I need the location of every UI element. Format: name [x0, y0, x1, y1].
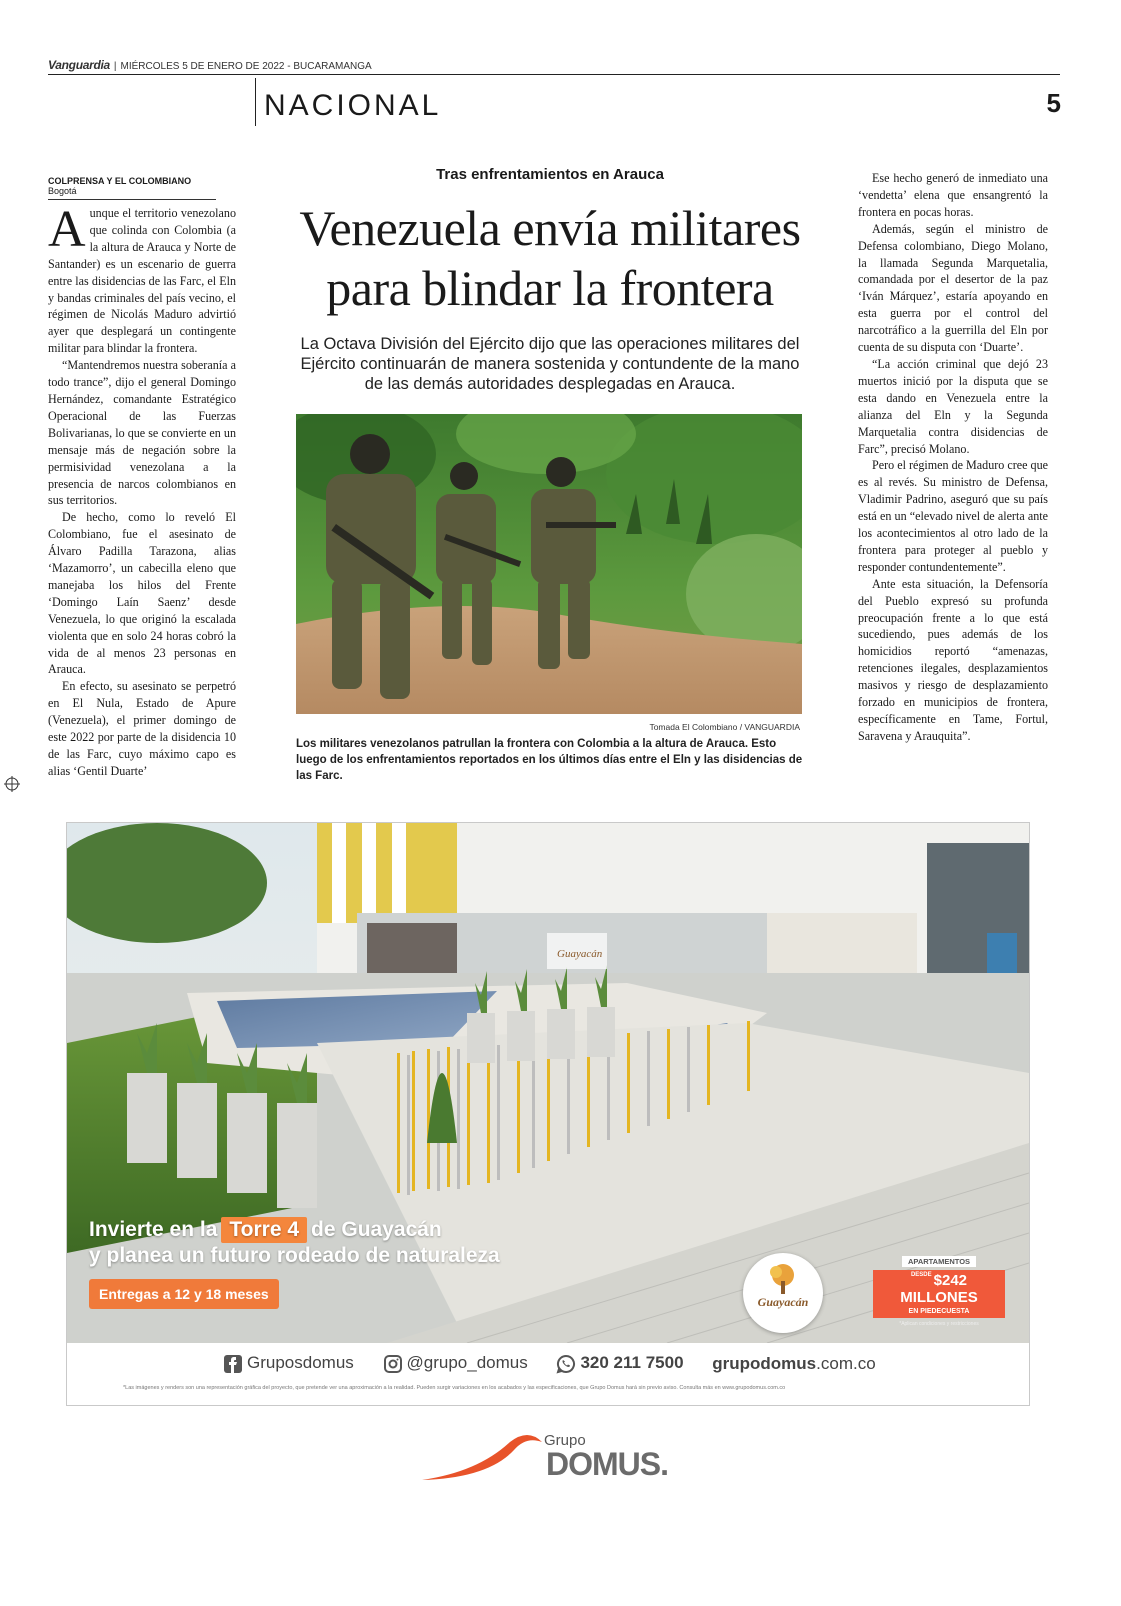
article-column-1	[48, 201, 236, 780]
tree-icon	[765, 1263, 801, 1295]
guayacan-logo	[743, 1253, 823, 1333]
byline	[48, 176, 216, 200]
price-desde: DESDE	[910, 1272, 932, 1278]
soldiers-photo	[296, 414, 802, 714]
article-paragraph: “Mantendremos nuestra soberanía a todo trance”, dijo el general Domingo Hernández, comandante Estratégico Operacional de las Fuerzas Bolivarianas, lo que se convierte en un mensaje más de negación sobre la permisividad venezolana a la presencia de narcos colombianos en sus territorios.	[48, 358, 236, 508]
price-location: EN PIEDECUESTA	[873, 1307, 1005, 1318]
photo-caption: Los militares venezolanos patrullan la frontera con Colombia a la altura de Arauca. Esto luego de los enfrentamientos reportados en los últimos días entre el Eln y las disidencias de las Farc.	[296, 738, 803, 782]
whatsapp-icon	[556, 1354, 576, 1374]
ad-headline	[89, 1217, 500, 1269]
dateline: MIÉRCOLES 5 DE ENERO DE 2022 - BUCARAMANGA	[120, 61, 372, 72]
brand-logo: Vanguardia	[48, 58, 110, 72]
website-link[interactable]: grupodomus.com.co	[712, 1353, 876, 1373]
masthead-separator: |	[113, 61, 117, 72]
ad-headline-post: de Guayacán	[311, 1218, 442, 1241]
guayacan-logo-text: Guayacán	[757, 1295, 809, 1309]
ad-footer	[67, 1343, 1029, 1405]
ad-headline-pre: Invierte en la	[89, 1218, 218, 1241]
registration-mark-icon	[4, 776, 20, 792]
kicker: Tras enfrentamientos en Arauca	[436, 166, 664, 183]
photo-credit: Tomada El Colombiano / VANGUARDIA	[649, 722, 800, 732]
masthead	[48, 58, 1060, 75]
whatsapp-link[interactable]	[556, 1353, 683, 1374]
article-paragraph: De hecho, como lo reveló El Colombiano, fue el asesinato de Álvaro Padilla Tarazona, alias ‘Mazamorro’, un cabecilla eleno que manejaba los hilos del Frente ‘Domingo Laín Saenz’ desde Venezuela, lo que originó la escalada violenta que en solo 24 horas cobró la vida de al menos 23 personas en Arauca.	[48, 510, 236, 677]
byline-city: Bogotá	[48, 186, 77, 196]
instagram-link[interactable]: @grupo_domus	[383, 1353, 528, 1374]
facebook-icon	[223, 1354, 243, 1374]
article-paragraph: “La acción criminal que dejó 23 muertos inició por la disputa que se esta dando en Venezuela entre la alianza del Eln y la Segunda Marquetalia contra disidencias de Farc”, precisó Molano.	[858, 356, 1048, 456]
section-title: NACIONAL	[255, 78, 441, 126]
ad-headline-line2: y planea un futuro rodeado de naturaleza	[89, 1244, 500, 1267]
contact-bar	[223, 1353, 900, 1374]
article-paragraph: Además, según el ministro de Defensa colombiano, Diego Molano, la llamada Segunda Marquetalia, comandada por el desertor de la paz ‘Iván Márquez’, estaría apoyando en esta guerra por el control del narcotráfico a la guerrilla del Eln por cuenta de su disputa con ‘Duarte’.	[858, 221, 1048, 355]
byline-agency: COLPRENSA Y EL COLOMBIANO	[48, 176, 192, 186]
deck: La Octava División del Ejército dijo que las operaciones militares del Ejército continuarán de manera sostenida y contundente de la mano de las demás autoridades desplegadas en Arauca.	[300, 335, 800, 393]
page-number: 5	[1046, 88, 1061, 118]
price-top-label: APARTAMENTOS	[902, 1256, 976, 1267]
domus-logo-big: DOMUS.	[546, 1446, 668, 1482]
phone-number: 320 211 7500	[580, 1353, 684, 1373]
grupo-domus-logo	[418, 1428, 688, 1488]
tower-badge: Torre 4	[221, 1217, 307, 1243]
price-note: *Aplican condiciones y restricciones	[899, 1321, 979, 1327]
article-paragraph: Pero el régimen de Maduro cree que es al revés. Su ministro de Defensa, Vladimir Padrino, aseguró que su país está en un “elevado nivel de alerta ante los acontecimientos al otro lado de la frontera para proteger al pueblo y responder contundentemente”.	[858, 458, 1048, 574]
instagram-icon	[383, 1354, 403, 1374]
advertisement[interactable]	[66, 822, 1030, 1406]
article-paragraph: En efecto, su asesinato se perpetró en El Nula, Estado de Apure (Venezuela), el primer domingo de este 2022 por parte de la disidencia 10 de las Farc, cuyo máximo capo es alias ‘Gentil Duarte’	[48, 679, 236, 778]
article-paragraph: Ese hecho generó de inmediato una ‘vendetta’ elena que ensangrentó la frontera en pocas horas.	[858, 171, 1048, 219]
article-column-3	[858, 170, 1048, 745]
price-value: $^{DESDE}$ $242 MILLONES	[873, 1270, 1005, 1307]
article-paragraph: Aunque el territorio venezolano que colinda con Colombia (a la altura de Arauca y Norte de Santander) es un escenario de guerra entre las disidencias de las Farc, el Eln y bandas criminales del país vecino, el régimen de Nicolás Maduro advirtió ayer que desplegará un contingente militar para blindar la frontera.	[48, 201, 236, 356]
article-paragraph: Ante esta situación, la Defensoría del Pueblo expresó su profunda preocupación frente a lo que está sucediendo, pues además de los homicidios reportó “amenazas, retenciones ilegales, desplazamientos masivos y riesgo de desplazamiento forzado en municipios de frontera, específicamente en Tame, Fortul, Saravena y Arauquita”.	[858, 576, 1048, 743]
ad-disclaimer: *Las imágenes y renders son una representación gráfica del proyecto, que pretende ver una aproximación a la realidad. Pueden surgir variaciones en los acabados y las especificaciones, que Grupo Domus hará sin previo aviso. Consulta más en www.grupodomus.com.co	[123, 1385, 786, 1391]
headline: Venezuela envía militares para blindar la frontera	[299, 200, 801, 316]
ad-building-sign: Guayacán	[557, 948, 603, 960]
domus-logo-small: Grupo	[544, 1432, 586, 1449]
facebook-link[interactable]: Gruposdomus	[223, 1353, 354, 1374]
delivery-cta[interactable]: Entregas a 12 y 18 meses	[89, 1279, 279, 1309]
price-badge	[873, 1251, 1005, 1327]
dropcap: A	[48, 201, 86, 258]
